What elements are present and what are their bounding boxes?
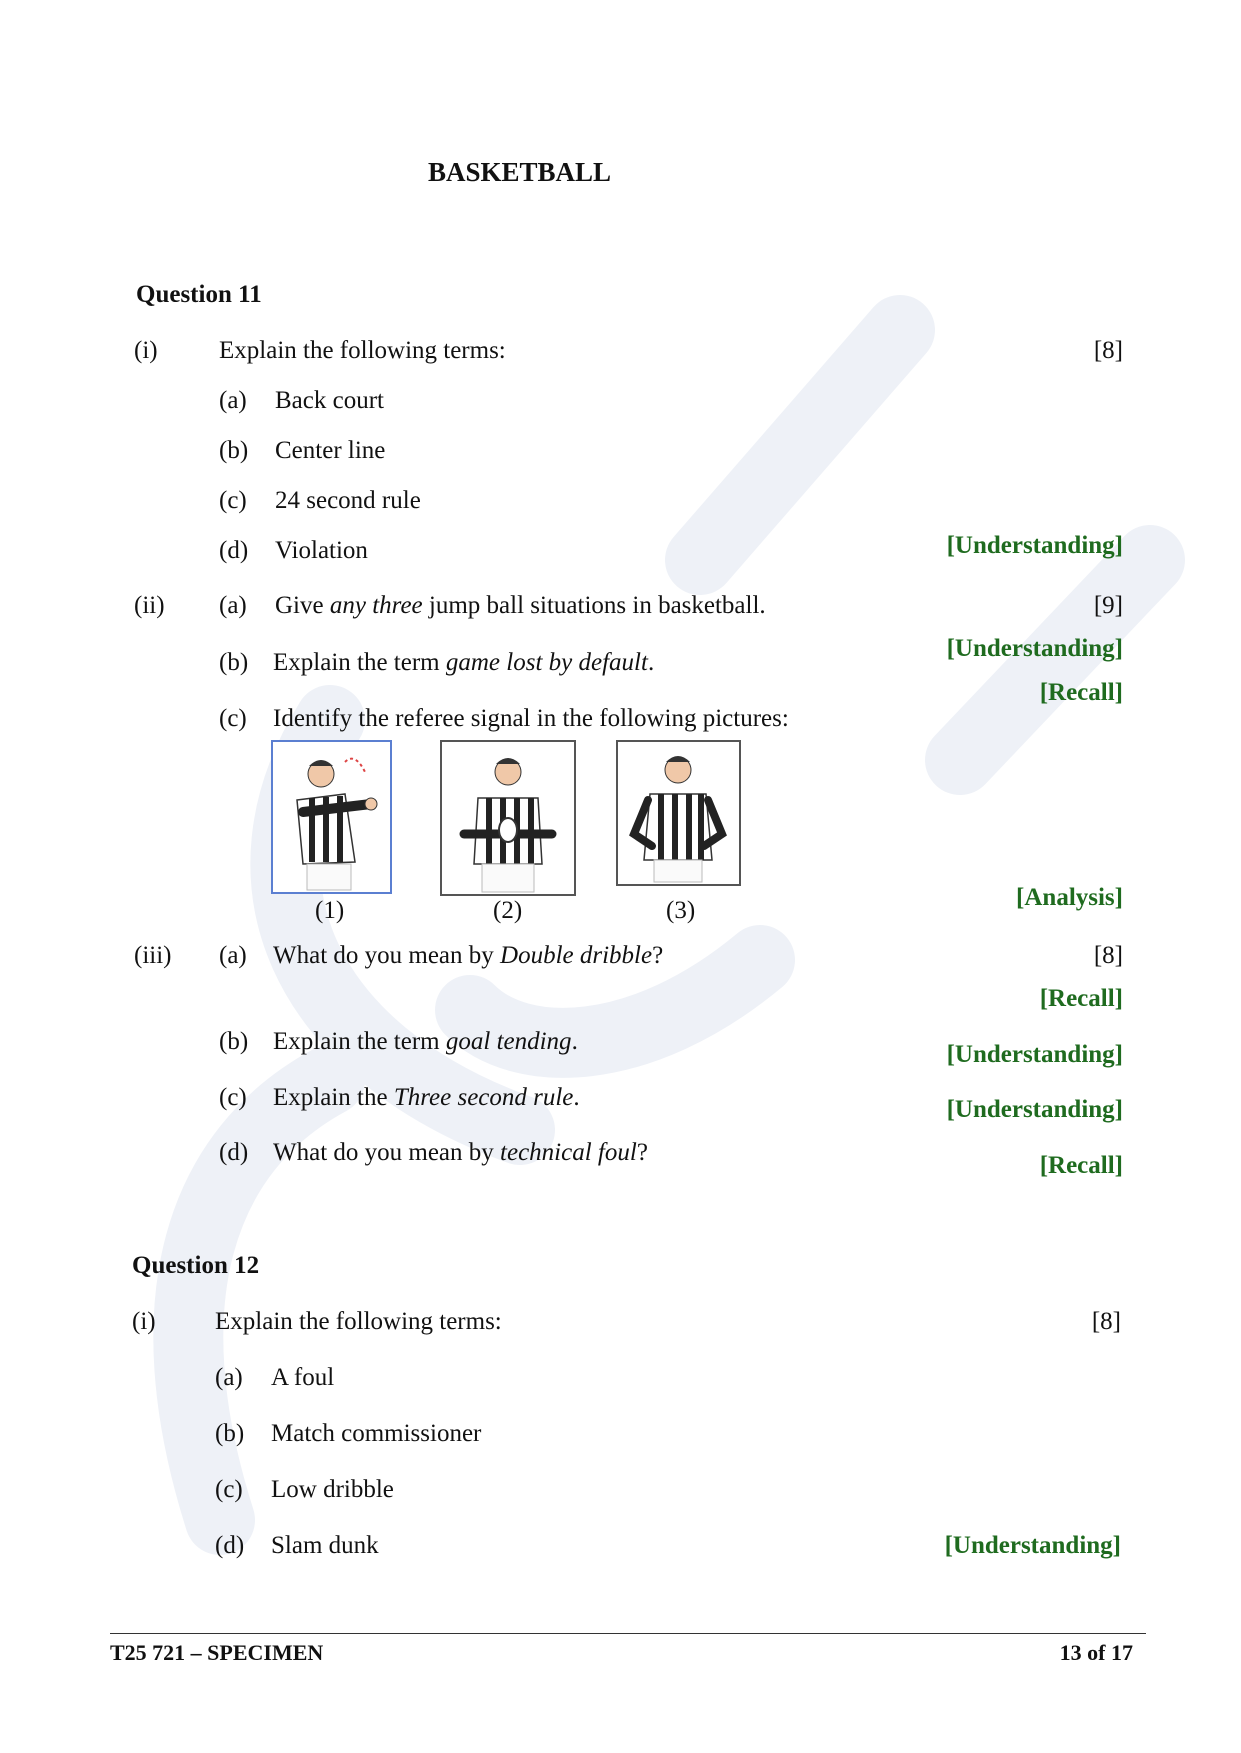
q11-i-b-label: (b) [219, 437, 249, 464]
q11-ii-c-label: (c) [219, 705, 247, 732]
q11-iii-b-label: (b) [219, 1028, 249, 1055]
page-title: BASKETBALL [428, 157, 612, 187]
q11-iii-a-text: What do you mean by Double dribble? [273, 942, 664, 969]
q12-i-text: Explain the following terms: [215, 1308, 502, 1335]
q11-iii-d-tag: [Recall] [1039, 1152, 1123, 1179]
q12-i-d-text: Slam dunk [271, 1532, 379, 1559]
q11-iii-a-label: (a) [219, 942, 247, 969]
q11-i-d-text: Violation [275, 537, 368, 564]
q12-i-d-label: (d) [215, 1532, 245, 1559]
q11-i-a-label: (a) [219, 387, 247, 414]
q12-i-a-label: (a) [215, 1364, 243, 1391]
q11-iii-marks: [8] [1093, 942, 1123, 969]
q11-iii-c-label: (c) [219, 1084, 247, 1111]
footer-rule [110, 1633, 1146, 1634]
q11-i-b-text: Center line [275, 437, 386, 464]
q12-i-number: (i) [132, 1308, 156, 1335]
q11-i-c-label: (c) [219, 487, 247, 514]
q12-i-c-label: (c) [215, 1476, 243, 1503]
q12-i-tag: [Understanding] [944, 1532, 1121, 1559]
q12-i-b-text: Match commissioner [271, 1420, 482, 1447]
q11-iii-b-tag: [Understanding] [946, 1041, 1123, 1068]
q11-iii-b-text: Explain the term goal tending. [273, 1028, 578, 1055]
q11-iii-a-tag: [Recall] [1039, 985, 1123, 1012]
q12-i-c-text: Low dribble [271, 1476, 394, 1503]
referee-signal-picture-1 [271, 740, 392, 894]
q11-i-d-label: (d) [219, 537, 249, 564]
picture-1-caption: (1) [315, 897, 345, 924]
q11-ii-marks: [9] [1093, 592, 1123, 619]
q11-i-text: Explain the following terms: [219, 337, 506, 364]
q11-ii-c-text: Identify the referee signal in the following pictures: [273, 705, 789, 732]
q11-ii-c-tag: [Analysis] [1016, 884, 1123, 911]
q11-ii-b-text: Explain the term game lost by default. [273, 649, 655, 676]
picture-3-caption: (3) [666, 897, 696, 924]
referee-signal-picture-3 [616, 740, 741, 886]
q11-ii-number: (ii) [134, 592, 165, 619]
q12-i-b-label: (b) [215, 1420, 245, 1447]
q11-i-a-text: Back court [275, 387, 384, 414]
referee-signal-picture-2 [440, 740, 576, 896]
q11-ii-a-text: Give any three jump ball situations in basketball. [275, 592, 766, 619]
q11-iii-c-text: Explain the Three second rule. [273, 1084, 580, 1111]
q11-iii-number: (iii) [134, 942, 172, 969]
q11-ii-b-tag: [Recall] [1039, 679, 1123, 706]
question-12-heading: Question 12 [132, 1252, 260, 1279]
q11-ii-a-tag: [Understanding] [946, 635, 1123, 662]
question-11-heading: Question 11 [136, 281, 262, 308]
q11-iii-c-tag: [Understanding] [946, 1096, 1123, 1123]
q11-iii-d-text: What do you mean by technical foul? [273, 1139, 648, 1166]
footer-paper-code: T25 721 – SPECIMEN [110, 1640, 324, 1665]
picture-2-caption: (2) [493, 897, 523, 924]
q11-i-number: (i) [134, 337, 158, 364]
q11-ii-b-label: (b) [219, 649, 249, 676]
q11-i-marks: [8] [1093, 337, 1123, 364]
q11-ii-a-label: (a) [219, 592, 247, 619]
q11-i-tag: [Understanding] [946, 532, 1123, 559]
q12-i-marks: [8] [1091, 1308, 1121, 1335]
q11-iii-d-label: (d) [219, 1139, 249, 1166]
q11-i-c-text: 24 second rule [275, 487, 421, 514]
q12-i-a-text: A foul [271, 1364, 335, 1391]
footer-page-number: 13 of 17 [1059, 1640, 1133, 1665]
